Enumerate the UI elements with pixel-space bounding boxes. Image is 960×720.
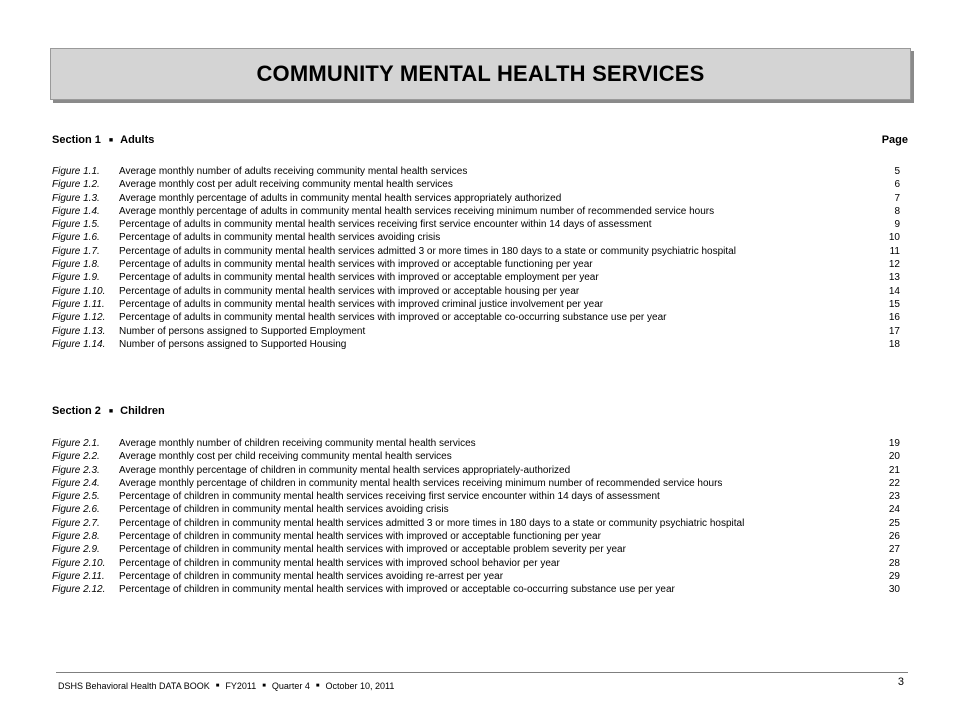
footer [58, 681, 394, 691]
toc-entry [52, 464, 908, 477]
toc-entry [52, 450, 908, 463]
figure-description: Percentage of adults in community mental health services with improved criminal justice involvement per year [119, 298, 604, 310]
figure-description: Percentage of adults in community mental health services avoiding crisis [119, 232, 441, 244]
page-ref: 13 [888, 272, 900, 284]
figure-description: Percentage of adults in community mental health services with improved or acceptable functioning per year [119, 259, 593, 271]
figure-label: Figure 1.7. [52, 245, 100, 257]
toc-entry [52, 285, 908, 298]
toc-entry [52, 245, 908, 258]
figure-label: Figure 2.4. [52, 477, 100, 489]
toc-entry [52, 325, 908, 338]
figure-label: Figure 1.5. [52, 219, 100, 231]
title-banner [50, 48, 911, 100]
footer-quarter: Quarter 4 [271, 681, 310, 691]
figure-label: Figure 1.8. [52, 259, 100, 271]
page-ref: 11 [889, 245, 900, 257]
figure-description: Average monthly percentage of children in community mental health services appropriately-authorized [119, 464, 571, 476]
page-ref: 20 [888, 451, 900, 463]
figure-label: Figure 1.2. [52, 179, 100, 191]
figure-label: Figure 2.7. [52, 517, 100, 529]
figure-label: Figure 2.10. [52, 557, 106, 569]
figure-label: Figure 2.8. [52, 531, 100, 543]
footer-fiscal-year: FY2011 [225, 681, 257, 691]
figure-label: Figure 1.13. [52, 325, 106, 337]
page-ref: 29 [888, 570, 900, 582]
section-1-heading [52, 132, 908, 148]
figure-description: Percentage of adults in community mental health services with improved or acceptable housing per year [119, 285, 580, 297]
page-ref: 26 [888, 531, 900, 543]
figure-label: Figure 1.12. [52, 312, 106, 324]
toc-entry [52, 503, 908, 516]
footer-date: October 10, 2011 [325, 681, 395, 691]
figure-label: Figure 2.2. [52, 451, 100, 463]
figure-description: Percentage of adults in community mental health services with improved or acceptable employment per year [119, 272, 599, 284]
page-ref: 21 [888, 464, 900, 476]
toc-entry [52, 530, 908, 543]
toc-entry [52, 490, 908, 503]
figure-description: Percentage of children in community mental health services with improved or acceptable problem severity per year [119, 544, 626, 556]
toc-entry [52, 543, 908, 556]
page-ref: 14 [888, 285, 900, 297]
bullet-icon: ■ [315, 683, 320, 689]
figure-description: Percentage of adults in community mental health services admitted 3 or more times in 180 days to a state or community psychiatric hospital [119, 245, 736, 257]
page-ref: 30 [888, 584, 900, 596]
figure-description: Percentage of adults in community mental health services receiving first service encounter within 14 days of assessment [119, 219, 652, 231]
toc-entry [52, 258, 908, 271]
page-ref: 24 [888, 504, 900, 516]
figure-label: Figure 1.1. [52, 166, 100, 177]
page-ref: 10 [888, 232, 900, 244]
toc-entry [52, 477, 908, 490]
page-ref: 19 [888, 438, 900, 449]
page-ref: 15 [888, 298, 900, 310]
figure-description: Percentage of adults in community mental health services with improved or acceptable co-occurring substance use per year [119, 312, 667, 324]
page-ref: 28 [888, 557, 900, 569]
figure-label: Figure 1.11. [52, 298, 105, 310]
section-number: Section 1 [52, 134, 101, 146]
toc-entry [52, 338, 908, 351]
page-ref: 27 [888, 544, 900, 556]
toc-entry [52, 165, 908, 178]
page-ref: 22 [888, 477, 900, 489]
toc-entry [52, 192, 908, 205]
figure-label: Figure 2.5. [52, 491, 100, 503]
section-number: Section 2 [52, 405, 101, 417]
page-column-header: Page [881, 134, 908, 146]
toc-entry [52, 517, 908, 530]
figure-label: Figure 2.12. [52, 584, 106, 596]
figure-description: Average monthly percentage of adults in community mental health services receiving minimum number of recommended service hours [119, 205, 715, 217]
figure-label: Figure 2.6. [52, 504, 100, 516]
page-ref: 7 [894, 192, 900, 204]
figure-description: Average monthly number of adults receiving community mental health services [119, 166, 468, 177]
page-ref: 5 [894, 166, 900, 177]
figure-label: Figure 2.1. [52, 438, 100, 449]
section-name: Adults [120, 134, 155, 146]
figure-description: Percentage of children in community mental health services avoiding re-arrest per year [119, 570, 504, 582]
page-number: 3 [897, 676, 904, 688]
figure-description: Percentage of children in community mental health services with improved or acceptable functioning per year [119, 531, 601, 543]
figure-label: Figure 2.11. [52, 570, 105, 582]
page-ref: 25 [888, 517, 900, 529]
figure-label: Figure 1.3. [52, 192, 100, 204]
section-2-entries [52, 437, 908, 597]
section-2-heading [52, 403, 908, 419]
figure-description: Number of persons assigned to Supported Employment [119, 325, 366, 337]
figure-label: Figure 1.10. [52, 285, 106, 297]
figure-label: Figure 1.14. [52, 338, 106, 350]
page-title: COMMUNITY MENTAL HEALTH SERVICES [256, 61, 705, 86]
figure-description: Percentage of children in community mental health services receiving first service encounter within 14 days of assessment [119, 491, 660, 503]
toc-entry [52, 271, 908, 284]
bullet-icon: ■ [262, 683, 266, 689]
toc-entry [52, 218, 908, 231]
figure-description: Percentage of children in community mental health services with improved or acceptable co-occurring substance use per year [119, 584, 675, 596]
bullet-icon: ■ [215, 683, 220, 689]
figure-description: Number of persons assigned to Supported Housing [119, 338, 347, 350]
figure-description: Average monthly percentage of children in community mental health services receiving minimum number of recommended service hours [119, 477, 723, 489]
footer-divider [56, 672, 908, 673]
figure-description: Percentage of children in community mental health services with improved school behavior per year [119, 557, 560, 569]
page-ref: 17 [888, 325, 900, 337]
bullet-icon: ■ [108, 136, 114, 144]
toc-entry [52, 231, 908, 244]
page-ref: 16 [888, 312, 900, 324]
toc-entry [52, 557, 908, 570]
figure-label: Figure 1.6. [52, 232, 100, 244]
toc-entry [52, 570, 908, 583]
figure-label: Figure 2.3. [52, 464, 100, 476]
toc-entry [52, 311, 908, 324]
figure-label: Figure 2.9. [52, 544, 100, 556]
bullet-icon: ■ [108, 407, 114, 415]
toc-entry [52, 583, 908, 596]
page-ref: 6 [894, 179, 900, 191]
page-ref: 23 [888, 491, 900, 503]
section-name: Children [120, 405, 165, 417]
figure-description: Percentage of children in community mental health services avoiding crisis [119, 504, 449, 516]
figure-label: Figure 1.9. [52, 272, 100, 284]
section-1-entries [52, 165, 908, 351]
figure-description: Percentage of children in community mental health services admitted 3 or more times in 180 days to a state or community psychiatric hospital [119, 517, 745, 529]
toc-entry [52, 298, 908, 311]
figure-label: Figure 1.4. [52, 205, 100, 217]
footer-book-title: DSHS Behavioral Health DATA BOOK [58, 681, 210, 691]
toc-entry [52, 178, 908, 191]
figure-description: Average monthly cost per adult receiving community mental health services [119, 179, 453, 191]
page-ref: 9 [894, 219, 900, 231]
figure-description: Average monthly percentage of adults in community mental health services appropriately authorized [119, 192, 562, 204]
figure-description: Average monthly cost per child receiving community mental health services [119, 451, 452, 463]
page-ref: 8 [894, 205, 900, 217]
page-ref: 18 [888, 338, 900, 350]
figure-description: Average monthly number of children receiving community mental health services [119, 438, 476, 449]
toc-entry [52, 205, 908, 218]
page-ref: 12 [888, 259, 900, 271]
toc-entry [52, 437, 908, 450]
